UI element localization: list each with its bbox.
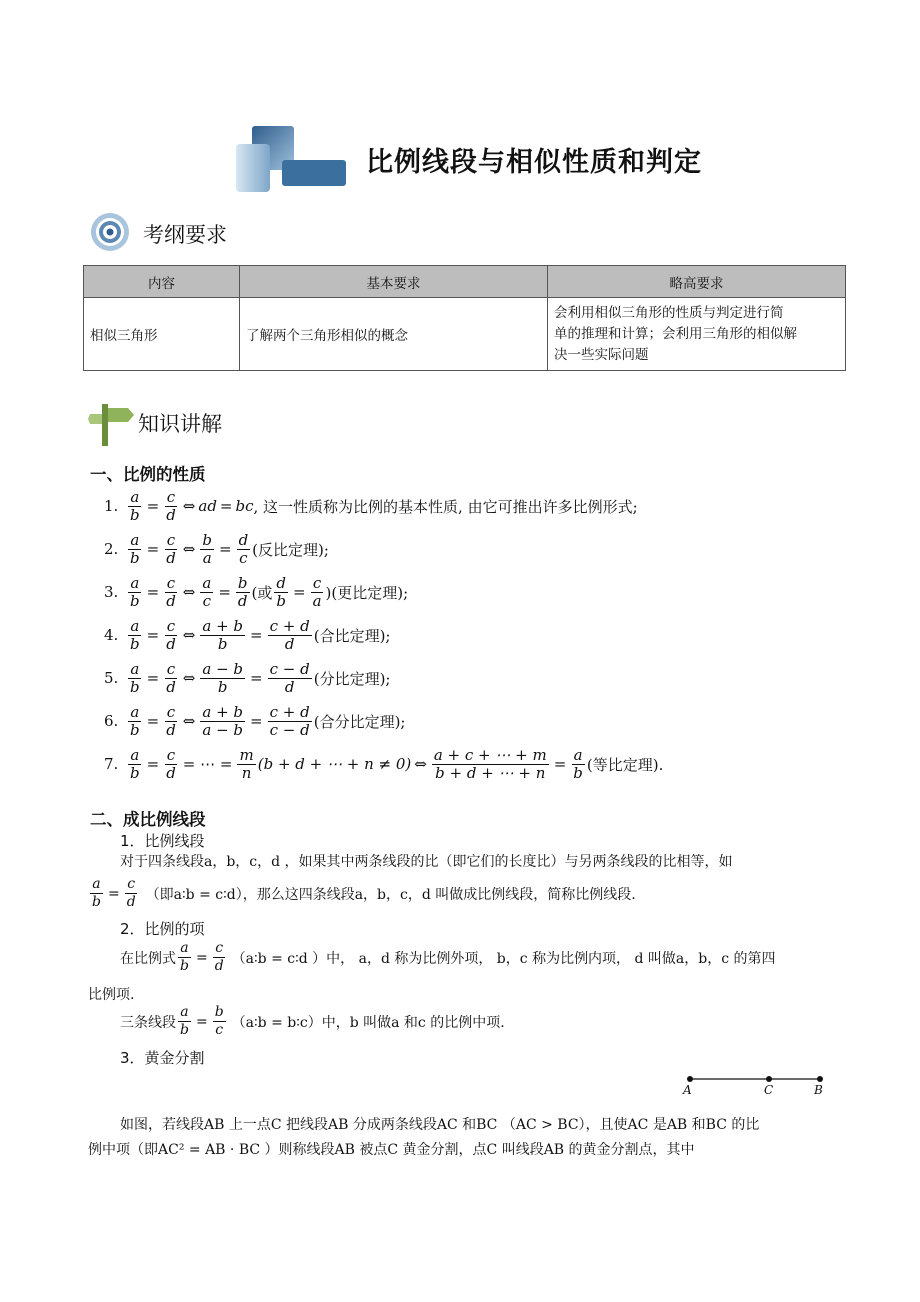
title-decoration [236, 126, 348, 192]
paragraph-with-fraction: 在比例式 $\frac{a}{b}$ = $\frac{c}{d}$ （a∶b = c∶d ）中， a，d 称为比例外项， b，c 称为比例内项， d 叫做a，b，c 的第四 [120, 940, 776, 974]
requirements-table [83, 265, 846, 371]
paragraph-with-fraction: 三条线段 $\frac{a}{b}$ = $\frac{b}{c}$ （a∶b = b∶c）中，b 叫做a 和c 的比例中项. [120, 1004, 505, 1038]
table-header: 内容 [84, 266, 240, 298]
point-label-c: C [764, 1083, 774, 1097]
target-icon [90, 212, 130, 252]
point-label-a: A [683, 1083, 692, 1097]
table-header: 略高要求 [548, 266, 846, 298]
paragraph-with-fraction: $\frac{a}{b}$ = $\frac{c}{d}$ （即a∶b = c∶d），那么这四条线段a，b，c，d 叫做成比例线段，简称比例线段. [92, 876, 636, 910]
subheading: 2．比例的项 [120, 920, 205, 938]
paragraph: 对于四条线段a，b，c，d ，如果其中两条线段的比（即它们的长度比）与另两条线段的比相等，如 [120, 854, 733, 870]
table-header: 基本要求 [240, 266, 548, 298]
section-heading-knowledge: 知识讲解 [138, 412, 222, 436]
page-title: 比例线段与相似性质和判定 [366, 147, 702, 178]
formula-row: 1. $\frac{a}{b}$ = $\frac{c}{d}$ ⇔ ad = bc , 这一性质称为比例的基本性质, 由它可推出许多比例形式; [104, 487, 638, 524]
formula-row: 7. $\frac{a}{b}$ = $\frac{c}{d}$ = ⋯ = $\frac{m}{n}$ (b + d + ⋯ + n ≠ 0) ⇔ $\frac{a + c + \cdots + m}{b + d + \cdots + n}$ = $\frac{a}{b}$ (等比定理). [104, 745, 664, 782]
point-label-b: B [814, 1083, 823, 1097]
table-cell-content: 相似三角形 [84, 298, 240, 371]
formula-row: 5. $\frac{a}{b}$ = $\frac{c}{d}$ ⇔ $\frac{a - b}{b}$ = $\frac{c - d}{d}$ (分比定理); [104, 659, 391, 696]
table-cell-basic: 了解两个三角形相似的概念 [240, 298, 548, 371]
paragraph: 如图，若线段AB 上一点C 把线段AB 分成两条线段AC 和BC （AC > BC），且使AC 是AB 和BC 的比 [120, 1117, 760, 1133]
subheading: 1．比例线段 [120, 832, 205, 850]
paragraph: 比例项. [88, 987, 135, 1003]
paragraph: 例中项（即AC² = AB · BC ）则称线段AB 被点C 黄金分割，点C 叫线段AB 的黄金分割点，其中 [88, 1142, 695, 1158]
part2-heading: 二、成比例线段 [90, 810, 206, 829]
subheading: 3．黄金分割 [120, 1049, 205, 1067]
golden-section-diagram [676, 1068, 836, 1098]
formula-row: 3. $\frac{a}{b}$ = $\frac{c}{d}$ ⇔ $\frac{a}{c}$ = $\frac{b}{d}$ (或 $\frac{d}{b}$ = $\frac{c}{a}$ )(更比定理); [104, 573, 409, 610]
part1-heading: 一、比例的性质 [90, 465, 206, 484]
signpost-icon [88, 400, 134, 446]
formula-row: 6. $\frac{a}{b}$ = $\frac{c}{d}$ ⇔ $\frac{a + b}{a - b}$ = $\frac{c + d}{c - d}$ (合分比定理); [104, 702, 406, 739]
section-heading-requirements: 考纲要求 [143, 223, 227, 247]
table-cell-advanced: 会利用相似三角形的性质与判定进行简 单的推理和计算；会利用三角形的相似解 决一些实际问题 [548, 298, 846, 371]
formula-row: 4. $\frac{a}{b}$ = $\frac{c}{d}$ ⇔ $\frac{a + b}{b}$ = $\frac{c + d}{d}$ (合比定理); [104, 616, 391, 653]
formula-row: 2. $\frac{a}{b}$ = $\frac{c}{d}$ ⇔ $\frac{b}{a}$ = $\frac{d}{c}$ (反比定理); [104, 530, 329, 567]
